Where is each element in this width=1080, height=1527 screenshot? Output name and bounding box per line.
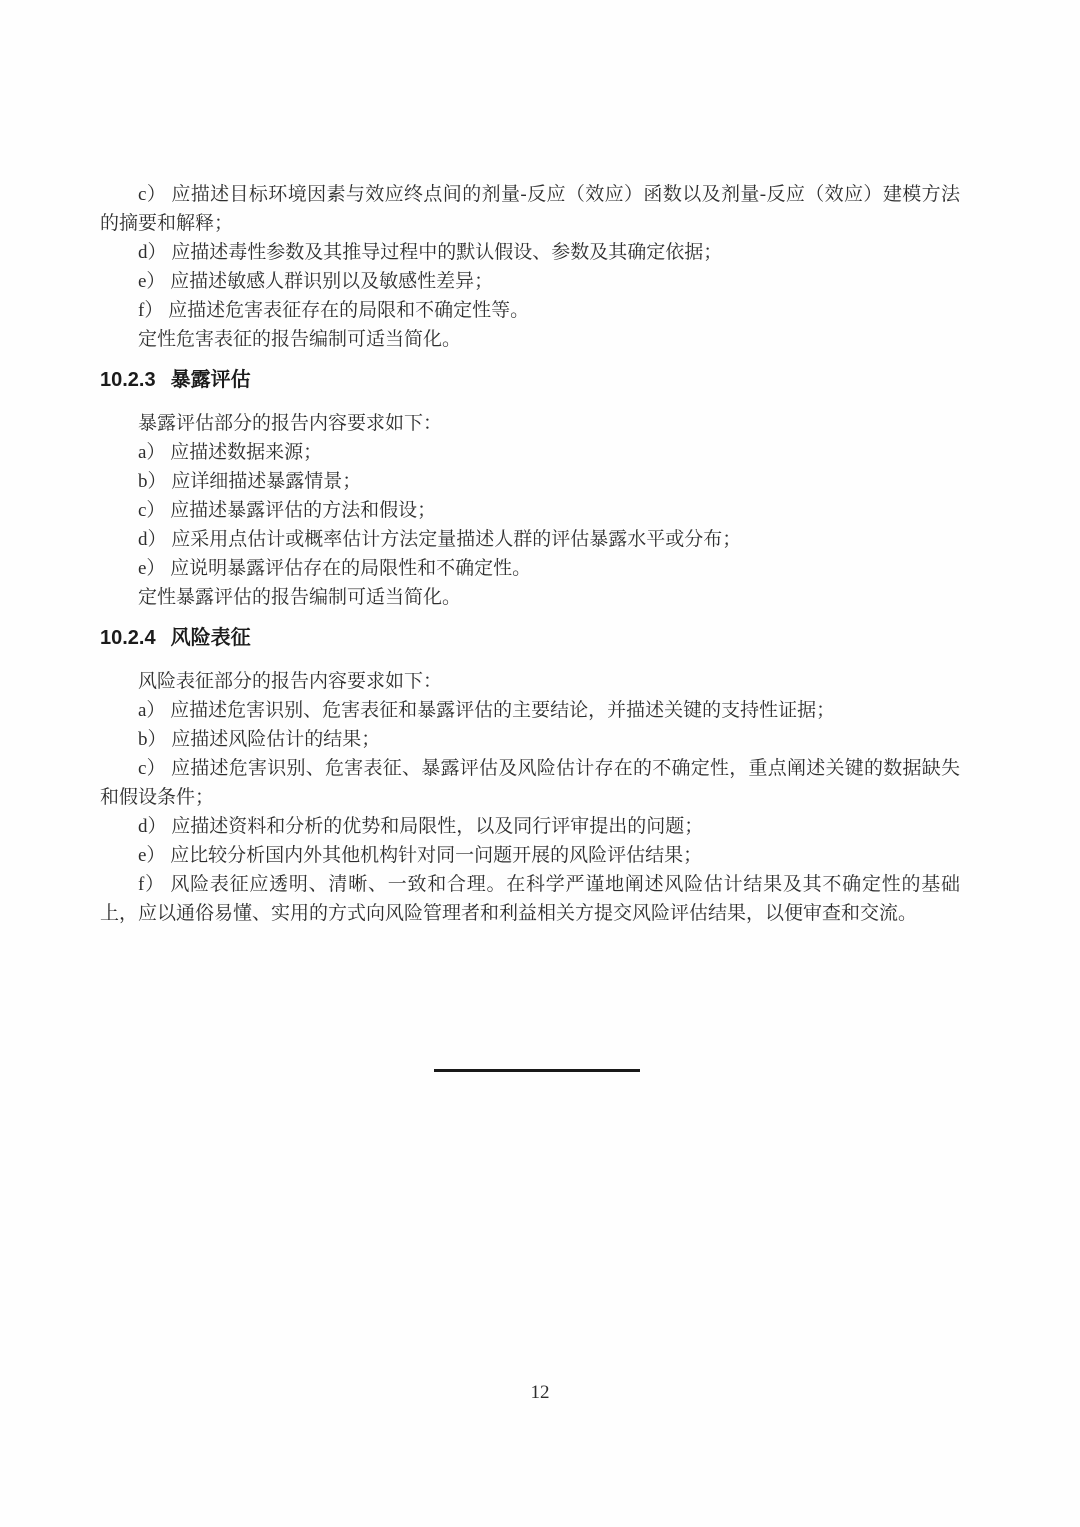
section-intro: 暴露评估部分的报告内容要求如下： [138, 413, 443, 434]
list-item-a: a） 应描述危害识别、危害表征和暴露评估的主要结论，并描述关键的支持性证据； [138, 700, 836, 721]
page-footer [0, 1378, 1080, 1407]
section-heading-risk-characterization [100, 624, 960, 653]
section-number: 10.2.4 [100, 627, 156, 649]
list-item-d: d） 应采用点估计或概率估计方法定量描述人群的评估暴露水平或分布； [138, 529, 742, 550]
list-item-b: b） 应描述风险估计的结果； [138, 729, 381, 750]
list-item-d: d） 应描述资料和分析的优势和局限性，以及同行评审提出的问题； [138, 816, 704, 837]
list-item-e: e） 应比较分析国内外其他机构针对同一问题开展的风险评估结果； [138, 845, 703, 866]
list-item-a: a） 应描述数据来源； [138, 442, 323, 463]
section-intro: 风险表征部分的报告内容要求如下： [138, 671, 443, 692]
section-title: 暴露评估 [170, 369, 251, 391]
list-item-c: c） 应描述危害识别、危害表征、暴露评估及风险估计存在的不确定性，重点阐述关键的数据缺失和假设条件； [100, 758, 960, 808]
list-item-f: f） 风险表征应透明、清晰、一致和合理。在科学严谨地阐述风险估计结果及其不确定性的基础上，应以通俗易懂、实用的方式向风险管理者和利益相关方提交风险评估结果，以便审查和交流。 [100, 874, 960, 924]
closing-note: 定性危害表征的报告编制可适当简化。 [138, 329, 462, 350]
list-item-d: d） 应描述毒性参数及其推导过程中的默认假设、参数及其确定依据； [138, 242, 723, 263]
page-content [100, 180, 960, 928]
list-item-c: c） 应描述暴露评估的方法和假设； [138, 500, 437, 521]
section-number: 10.2.3 [100, 369, 156, 391]
list-item-c: c） 应描述目标环境因素与效应终点间的剂量-反应（效应）函数以及剂量-反应（效应）建模方法的摘要和解释； [100, 184, 960, 234]
page-number: 12 [530, 1382, 550, 1403]
list-item-e: e） 应描述敏感人群识别以及敏感性差异； [138, 271, 494, 292]
closing-note: 定性暴露评估的报告编制可适当简化。 [138, 587, 462, 608]
list-item-f: f） 应描述危害表征存在的局限和不确定性等。 [138, 300, 530, 321]
section-title: 风险表征 [170, 627, 251, 649]
list-item-b: b） 应详细描述暴露情景； [138, 471, 362, 492]
end-of-document-rule [434, 1069, 640, 1072]
list-item-e: e） 应说明暴露评估存在的局限性和不确定性。 [138, 558, 532, 579]
section-heading-exposure-assessment [100, 366, 960, 395]
